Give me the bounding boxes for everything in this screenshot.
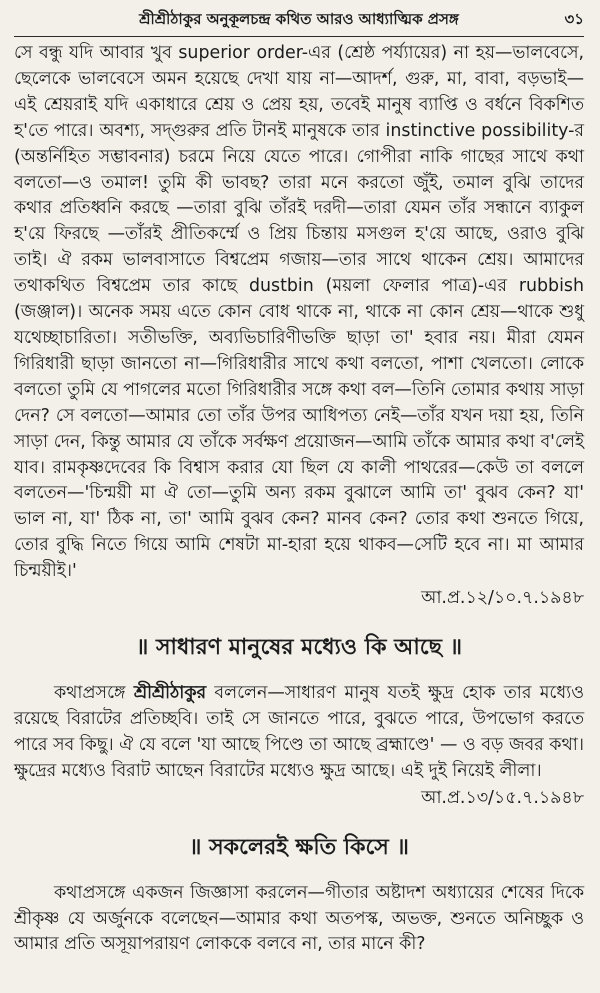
- section3-heading: ॥ সকলেরই ক্ষতি কিসে ॥: [189, 834, 409, 860]
- header-rule: [14, 36, 584, 37]
- section1-citation: আ.প্র.১২/১০.৭.১৯৪৮: [421, 588, 584, 609]
- header-title: শ্রীশ্রীঠাকুর অনুকূলচন্দ্র কথিত আরও আধ্যাত্মিক প্রসঙ্গ: [139, 10, 459, 28]
- section2-lead: কথাপ্রসঙ্গে: [54, 683, 134, 704]
- page-number: ৩১: [564, 10, 584, 28]
- section1-paragraph: সে বন্ধু যদি আবার খুব superior order-এর (শ্রেষ্ঠ পর্য্যায়ের) না হয়—ভালবেসে, ছেলেকে ভালবেসে অমন হয়েছে দেখা যায় না—আদর্শ, গুরু, মা, বাবা, বড়ভাই—এই শ্রেয়রাই যদি একাধারে শ্রেয় ও প্রেয় হয়, তবেই মানুষ ব্যাপ্তি ও বর্ধনে বিকশিত হ'তে পারে। অবশ্য, সদ্‌গুরুর প্রতি টানই মানুষকে তার instinctive possibility-র (অন্তর্নিহিত সম্ভাবনার) চরমে নিয়ে যেতে পারে। গোপীরা নাকি গাছের সাথে কথা বলতো—ও তমাল! তুমি কী ভাবছ? তারা মনে করতো জুঁই, তমাল বুঝি তাদের কথার প্রতিধ্বনি করছে —তারা বুঝি তাঁরই দরদী—তারা যেমন তাঁর সন্ধানে ব্যাকুল হ'য়ে ফিরছে —তাঁরই প্রীতিকর্ম্মে ও প্রিয় চিন্তায় মসগুল হ'য়ে আছে, ওরাও বুঝি তাই। ঐ রকম ভালবাসাতে বিশ্বপ্রেম গজায়—তার সাথে থাকেন শ্রেয়। আমাদের তথাকথিত বিশ্বপ্রেম তার কাছে dustbin (ময়লা ফেলার পাত্র)-এর rubbish (জঞ্জাল)। অনেক সময় এতে কোন বোধ থাকে না, থাকে না কোন শ্রেয়—থাকে শুধু যথেচ্ছাচারিতা। সতীভক্তি, অব্যভিচারিণীভক্তি ছাড়া তা' হবার নয়। মীরা যেমন গিরিধারী ছাড়া জানতো না—গিরিধারীর সাথে কথা বলতো, পাশা খেলতো। লোকে বলতো তুমি যে পাগলের মতো গিরিধারীর সঙ্গে কথা বল—তিনি তোমার কথায় সাড়া দেন? সে বলতো—আমার তো তাঁর উপর আধিপত্য নেই—তাঁর যখন দয়া হয়, তিনি সাড়া দেন, কিন্তু আমার যে তাঁকে সর্বক্ষণ প্রয়োজন—আমি তাঁকে আমার কথা ব'লেই যাব। রামকৃষ্ণদেবের কি বিশ্বাস করার যো ছিল যে কালী পাথরের—কেউ তা বললে বলতেন—'চিন্ময়ী মা ঐ তো—তুমি অন্য রকম বুঝালে আমি তা' বুঝব কেন? যা' ভাল না, যা' ঠিক না, তা' আমি বুঝব কেন? মানব কেন? তোর কথা শুনতে গিয়ে, তোর বুদ্ধি নিতে গিয়ে আমি শেষটা মা-হারা হয়ে থাকব—সেটি হবে না। মা আমার চিন্ময়ীই।': [14, 43, 584, 582]
- section2-citation: আ.প্র.১৩/১৫.৭.১৯৪৮: [421, 787, 584, 808]
- section2-heading: ॥ সাধারণ মানুষের মধ্যেও কি আছে ॥: [135, 635, 463, 661]
- section2-rest: বললেন—সাধারণ মানুষ যতই ক্ষুদ্র হোক তার মধ্যেও রয়েছে বিরাটের প্রতিচ্ছবি। তাই সে জানতে পারে, বুঝতে পারে, উপভোগ করতে পারে সব কিছু। ঐ যে বলে 'যা আছে পিণ্ডে তা আছে ব্রহ্মাণ্ডে' — ও বড় জবর কথা। ক্ষুদ্রের মধ্যেও বিরাট আছেন বিরাটের মধ্যেও ক্ষুদ্র আছে। এই দুই নিয়েই লীলা।: [14, 683, 584, 781]
- section2-speaker: শ্রীশ্রীঠাকুর: [133, 683, 207, 704]
- running-header: [14, 8, 584, 36]
- section2-paragraph: [14, 681, 584, 785]
- section3-paragraph: কথাপ্রসঙ্গে একজন জিজ্ঞাসা করলেন—গীতার অষ্টাদশ অধ্যায়ের শেষের দিকে শ্রীকৃষ্ণ যে অর্জুনকে বলেছেন—আমার কথা অতপস্ক, অভক্ত, শুনতে অনিচ্ছুক ও আমার প্রতি অসূয়াপরায়ণ লোককে বলবে না, তার মানে কী?: [14, 882, 584, 955]
